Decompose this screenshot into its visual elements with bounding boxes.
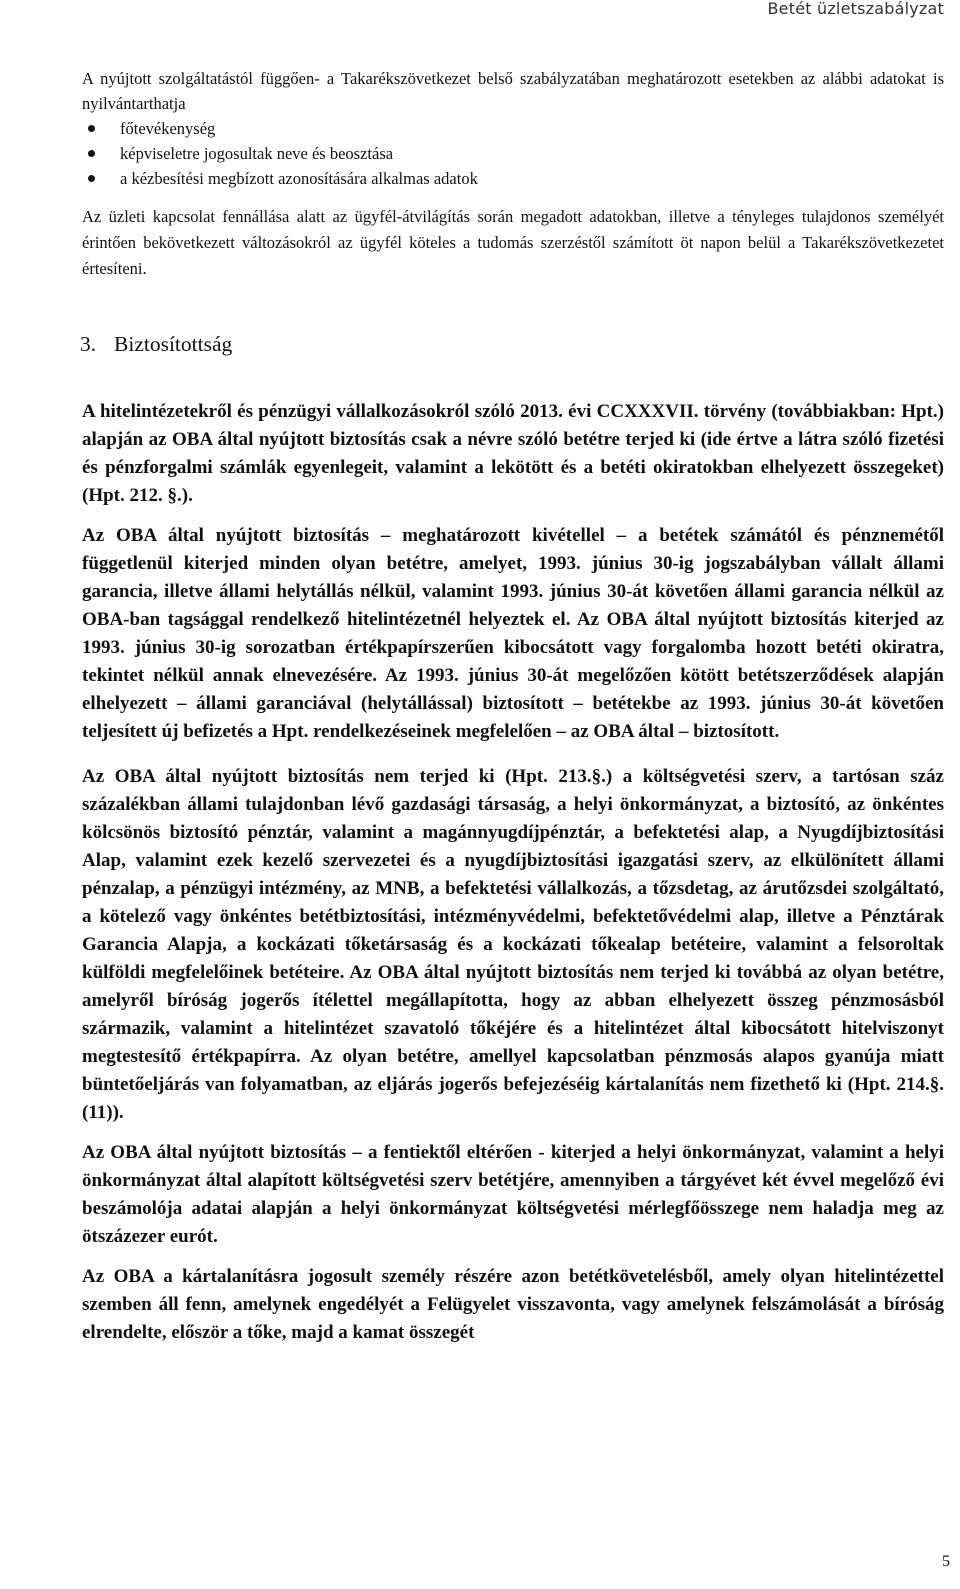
bullet-icon bbox=[88, 150, 95, 157]
running-header: Betét üzletszabályzat bbox=[767, 0, 944, 18]
paragraph-exclusions: Az OBA által nyújtott biztosítás nem terjed ki (Hpt. 213.§.) a költségvetési szerv, a tartósan száz százalékban állami tulajdonban lévő gazdasági társaság, a helyi önkormányzat, a biztosító, az önkéntes kölcsönös biztosító pénztár, valamint a magánnyugdíjpénztár, a befektetési alap, a Nyugdíjbiztosítási Alap, valamint ezek kezelő szervezetei és a nyugdíjbiztosítási igazgatási szerv, az elkülönített állami pénzalap, a pénzügyi intézmény, az MNB, a befektetési vállalkozás, a tőzsdetag, az árutőzsdei szolgáltató, a kötelező vagy önkéntes betétbiztosítási, intézményvédelmi, befektetővédelmi alap, illetve a Pénztárak Garancia Alapja, a kockázati tőketársaság és a kockázati tőkealap betéteire, valamint a felsoroltak külföldi megfelelőinek betéteire. Az OBA által nyújtott biztosítás nem terjed ki továbbá az olyan betétre, amelyről bíróság jogerős ítélettel megállapította, hogy az abban elhelyezett összeg pénzmosásból származik, valamint a hitelintézet szavatoló tőkéjére és a hitelintézet által kibocsátott hitelviszonyt megtestesítő értékpapírra. Az olyan betétre, amellyel kapcsolatban pénzmosás alapos gyanúja miatt büntetőeljárás van folyamatban, az eljárás jogerős befejezéséig kártalanítás nem fizethető ki (Hpt. 214.§.(11)). bbox=[82, 766, 944, 1123]
paragraph-compensation: Az OBA a kártalanításra jogosult személy részére azon betétkövetelésből, amely olyan hitelintézettel szemben áll fenn, amelynek engedélyét a Felügyelet visszavonta, vagy amelynek felszámolását a bíróság elrendelte, először a tőke, majd a kamat összegét bbox=[82, 1266, 944, 1343]
paragraph-oba-coverage: Az OBA által nyújtott biztosítás – meghatározott kivétellel – a betétek számától és pénznemétől függetlenül kiterjed minden olyan betétre, amelyet, 1993. június 30-ig jogszabályban vállalt állami garancia, illetve állami helytállás nélkül, valamint 1993. június 30-át követően állami garancia nélkül az OBA-ban tagsággal rendelkező hitelintézetnél helyeztek el. Az OBA által nyújtott biztosítás kiterjed az 1993. június 30-ig sorozatban értékpapírszerűen kibocsátott vagy forgalomba hozott betéti okiratra, tekintet nélkül annak elnevezésére. Az 1993. június 30-át megelőzően kötött betétszerződések alapján elhelyezett – állami garanciával (helytállással) biztosított – betétekbe az 1993. június 30-át követően teljesített új befizetés a Hpt. rendelkezéseinek megfelelően – az OBA által – biztosított. bbox=[82, 525, 944, 742]
bullet-icon bbox=[88, 175, 95, 182]
bullet-icon bbox=[88, 125, 95, 132]
list-item: képviseletre jogosultak neve és beosztása bbox=[82, 141, 944, 166]
paragraph-hpt-scope: A hitelintézetekről és pénzügyi vállalkozásokról szóló 2013. évi CCXXXVII. törvény (továbbiakban: Hpt.) alapján az OBA által nyújtott biztosítás csak a névre szóló betétre terjed ki (ide értve a látra szóló fizetési és pénzforgalmi számlák egyenlegeit, valamint a lekötött és a betéti okiratokban elhelyezett összegeket) (Hpt. 212. §.). bbox=[82, 401, 944, 506]
bullet-list bbox=[82, 116, 944, 191]
intro-paragraph: A nyújtott szolgáltatástól függően- a Takarékszövetkezet belső szabályzatában meghatározott esetekben az alábbi adatokat is nyilvántarthatja bbox=[82, 69, 944, 113]
section-heading bbox=[80, 331, 944, 357]
page-number: 5 bbox=[942, 1553, 950, 1570]
paragraph-local-government: Az OBA által nyújtott biztosítás – a fentiektől eltérően - kiterjed a helyi önkormányzat, valamint a helyi önkormányzat által alapított költségvetési szerv betétjére, amennyiben a tárgyévet két évvel megelőző évi beszámolója adatai alapján a helyi önkormányzat költségvetési mérlegfőösszege nem haladja meg az ötszázezer eurót. bbox=[82, 1142, 944, 1247]
document-body bbox=[82, 66, 944, 1347]
list-item: a kézbesítési megbízott azonosítására alkalmas adatok bbox=[82, 166, 944, 191]
section-title: Biztosítottság bbox=[114, 332, 233, 356]
relationship-paragraph: Az üzleti kapcsolat fennállása alatt az ügyfél-átvilágítás során megadott adatokban, illetve a tényleges tulajdonos személyét érintően bekövetkezett változásokról az ügyfél köteles a tudomás szerzéstől számított öt napon belül a Takarékszövetkezetet értesíteni. bbox=[82, 207, 944, 278]
section-number: 3. bbox=[80, 332, 97, 356]
list-item: főtevékenység bbox=[82, 116, 944, 141]
